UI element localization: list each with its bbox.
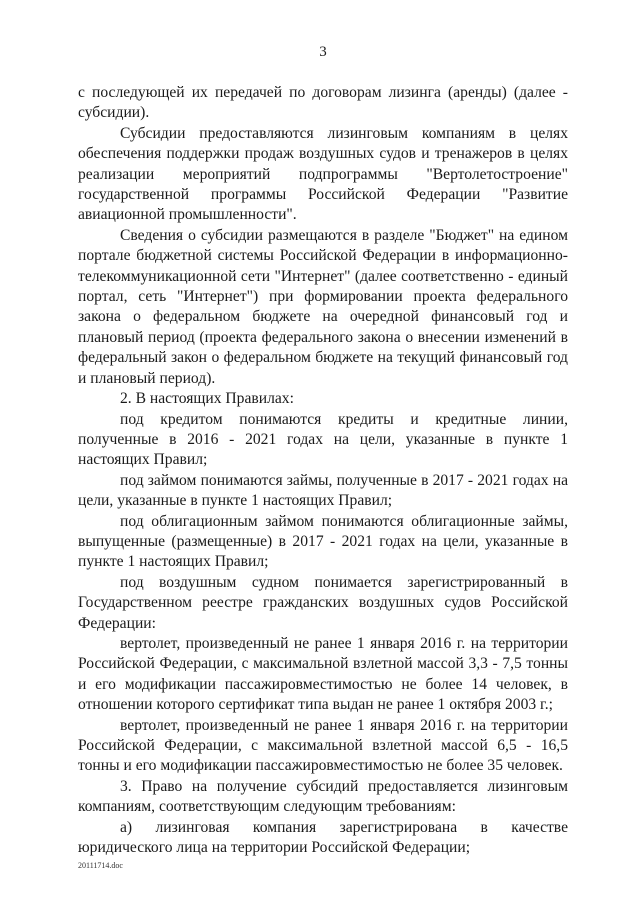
page-number: 3 [319,44,327,60]
paragraph: под воздушным судном понимается зарегистрированный в Государственном реестре гражданских воздушных судов Российской Федерации: [78,573,568,632]
paragraph: вертолет, произведенный не ранее 1 января 2016 г. на территории Российской Федерации, с максимальной взлетной массой 6,5 - 16,5 тонны и его модификации пассажировместимостью не более 35 человек. [78,716,568,775]
footer-filename: 20111714.doc [78,861,123,870]
document-page [78,0,568,905]
paragraph: Субсидии предоставляются лизинговым компаниям в целях обеспечения поддержки продаж воздушных судов и тренажеров в целях реализации мероприятий подпрограммы "Вертолетостроение" государственной программы Российской Федерации "Развитие авиационной промышленности". [78,124,568,224]
paragraph: с последующей их передачей по договорам лизинга (аренды) (далее - субсидии). [78,84,568,122]
document-body [78,83,568,858]
paragraph: 2. В настоящих Правилах: [120,390,294,408]
paragraph: 3. Право на получение субсидий предоставляется лизинговым компаниям, соответствующим следующим требованиям: [78,777,568,816]
paragraph: под кредитом понимаются кредиты и кредитные линии, полученные в 2016 - 2021 годах на цели, указанные в пункте 1 настоящих Правил; [78,410,568,469]
paragraph: под займом понимаются займы, полученные в 2017 - 2021 годах на цели, указанные в пункте 1 настоящих Правил; [78,471,568,510]
paragraph: под облигационным займом понимаются облигационные займы, выпущенные (размещенные) в 2017 - 2021 годах на цели, указанные в пункте 1 настоящих Правил; [78,512,568,571]
paragraph: вертолет, произведенный не ранее 1 января 2016 г. на территории Российской Федерации, с максимальной взлетной массой 3,3 - 7,5 тонны и его модификации пассажировместимостью не более 14 человек, в отношении которого сертификат типа выдан не ранее 1 октября 2003 г.; [78,634,568,714]
paragraph: Сведения о субсидии размещаются в разделе "Бюджет" на едином портале бюджетной системы Российской Федерации в информационно-телекоммуникационной сети "Интернет" (далее соответственно - единый портал, сеть "Интернет") при формировании проекта федерального закона о федеральном бюджете на очередной финансовый год и плановый период (проекта федерального закона о внесении изменений в федеральный закон о федеральном бюджете на текущий финансовый год и плановый период). [78,226,568,387]
paragraph: а) лизинговая компания зарегистрирована в качестве юридического лица на территории Российской Федерации; [78,818,568,857]
